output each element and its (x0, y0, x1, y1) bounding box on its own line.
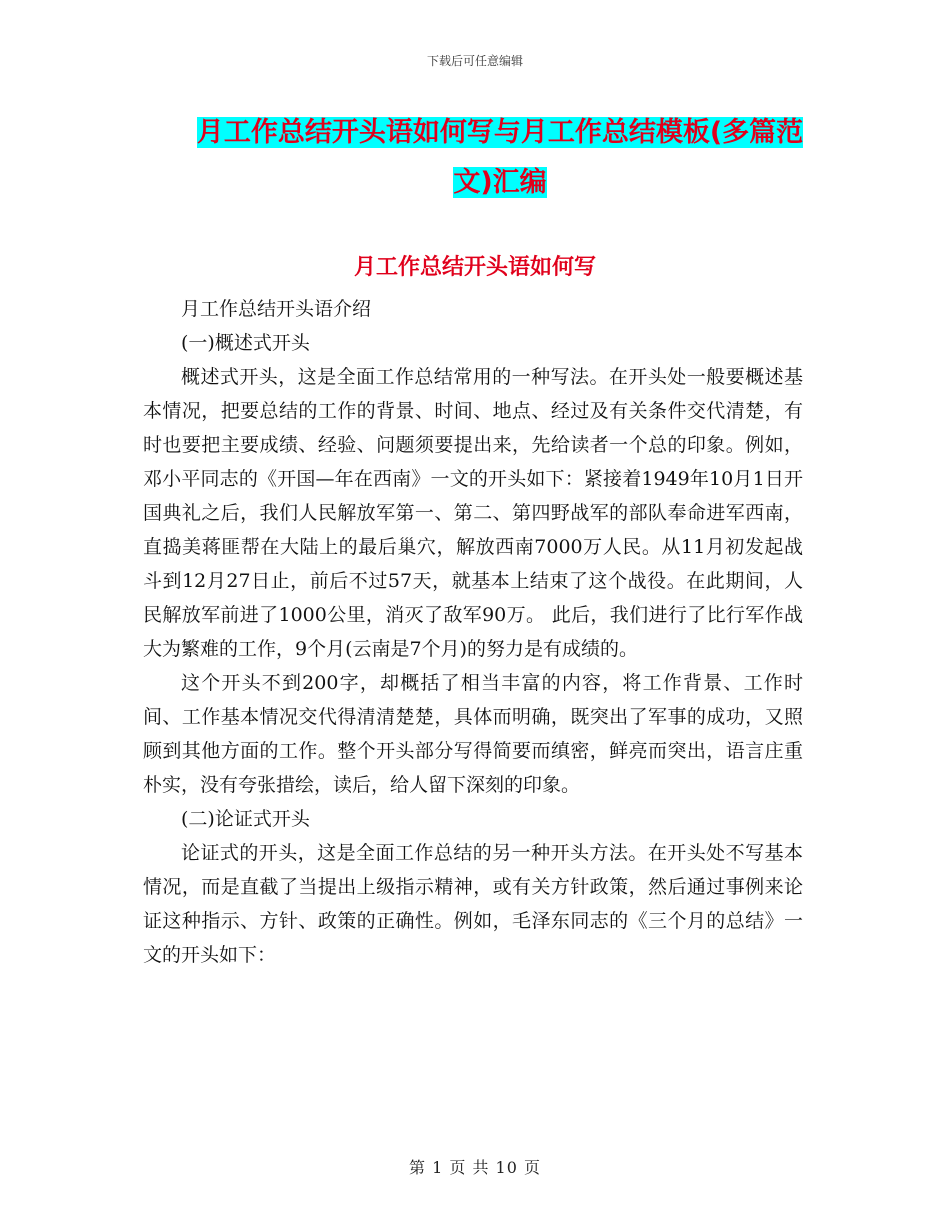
document-body (143, 292, 803, 972)
paragraph-overview: 概述式开头，这是全面工作总结常用的一种写法。在开头处一般要概述基本情况，把要总结的工作的背景、时间、地点、经过及有关条件交代清楚，有时也要把主要成绩、经验、问题须要提出来，先给读者一个总的印象。例如，邓小平同志的《开国—年在西南》一文的开头如下：紧接着1949年10月1日开国典礼之后，我们人民解放军第一、第二、第四野战军的部队奉命进军西南，直捣美蒋匪帮在大陆上的最后巢穴，解放西南7000万人民。从11月初发起战斗到12月27日止，前后不过57天，就基本上结束了这个战役。在此期间，人民解放军前进了1000公里，消灭了敌军90万。 此后，我们进行了比行军作战大为繁难的工作，9个月(云南是7个月)的努力是有成绩的。 (143, 366, 803, 660)
paragraph-analysis: 这个开头不到200字，却概括了相当丰富的内容，将工作背景、工作时间、工作基本情况交代得清清楚楚，具体而明确，既突出了军事的成功，又照顾到其他方面的工作。整个开头部分写得简要而缜密，鲜亮而突出，语言庄重朴实，没有夸张措绘，读后，给人留下深刻的印象。 (143, 672, 803, 796)
paragraph-intro: 月工作总结开头语介绍 (181, 298, 372, 320)
document-title-text: 月工作总结开头语如何写与月工作总结模板(多篇范文)汇编 (196, 117, 804, 198)
header-note: 下载后可任意编辑 (426, 54, 523, 68)
page-footer: 第 1 页 共 10 页 (409, 1158, 541, 1177)
subheading-overview: (一)概述式开头 (181, 332, 310, 354)
subheading-argument: (二)论证式开头 (181, 808, 310, 830)
document-title (190, 108, 810, 208)
section-title: 月工作总结开头语如何写 (353, 255, 596, 280)
paragraph-argument: 论证式的开头，这是全面工作总结的另一种开头方法。在开头处不写基本情况，而是直截了当提出上级指示精神，或有关方针政策，然后通过事例来论证这种指示、方针、政策的正确性。例如，毛泽东同志的《三个月的总结》一文的开头如下： (143, 842, 803, 966)
